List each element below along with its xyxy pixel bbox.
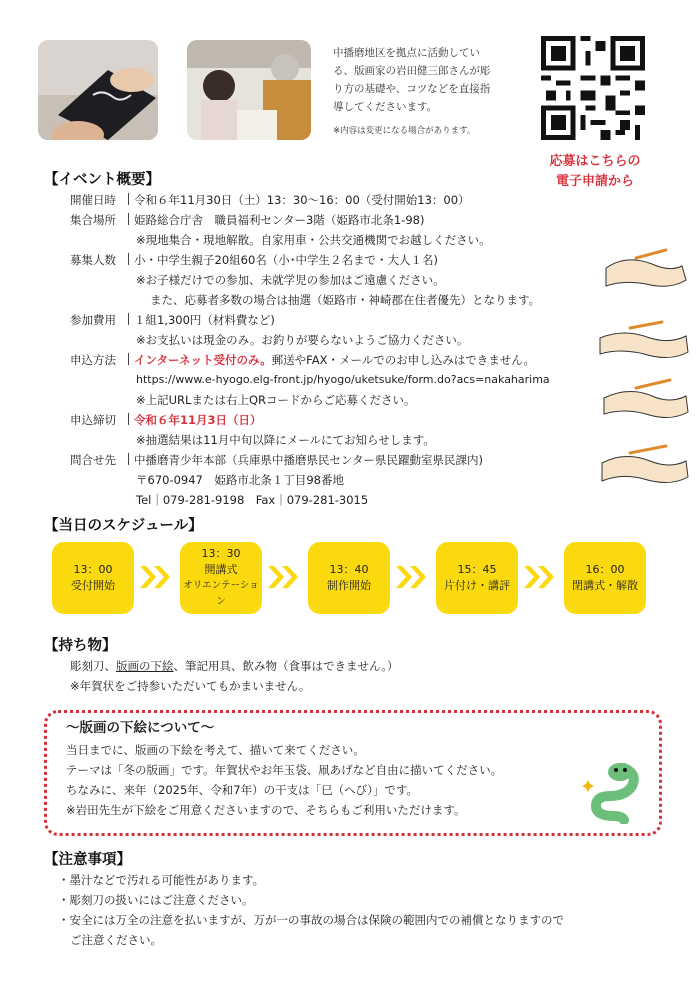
capacity-note: ※お子様だけでの参加、未就学児の参加はご遠慮ください。: [136, 273, 445, 287]
belongings-list: [70, 656, 398, 676]
sketch-line: ※岩田先生が下絵をご用意くださいますので、そちらもご利用いただけます。: [66, 803, 466, 817]
place-row: [70, 210, 424, 230]
hands-illustration: [596, 248, 692, 498]
sketch-title: 〜版画の下絵について〜: [66, 720, 215, 736]
cautions-section-title: 【注意事項】: [44, 852, 131, 868]
schedule-sub: オリエンテーション: [183, 580, 259, 607]
belongings-note: ※年賀状をご持参いただいてもかまいません。: [70, 679, 311, 693]
schedule-label: 片付け・講評: [444, 579, 510, 592]
capacity-note: また、応募者多数の場合は抽選（姫路市・神崎郡在住者優先）となります。: [150, 293, 541, 307]
apply-callout: [520, 152, 670, 192]
date-row: [70, 190, 470, 210]
belongings-underline: 版画の下絵: [116, 659, 174, 673]
schedule-step: [180, 542, 262, 614]
method-highlight: インターネット受付のみ。: [134, 353, 272, 367]
qr-code-icon[interactable]: [541, 36, 645, 140]
fee-note: ※お支払いは現金のみ。お釣りが要らないようご協力ください。: [136, 333, 469, 347]
schedule-step: [52, 542, 134, 614]
contact-phone: Tel｜079-281-9198 Fax｜079-281-3015: [136, 493, 369, 507]
contact-address: 〒670-0947 姫路市北条１丁目98番地: [136, 473, 344, 487]
row-label: 申込締切: [70, 413, 116, 427]
row-value: 姫路総合庁舎 職員福利センター3階（姫路市北条1-98): [134, 213, 425, 227]
belongings-text: 彫刻刀、: [70, 659, 116, 673]
snake-illustration: [580, 762, 640, 824]
intro-line: 中播磨地区を拠点に活動してい: [333, 47, 480, 59]
schedule-label: 開講式: [204, 563, 238, 576]
schedule-time: 13：00: [73, 563, 113, 576]
row-value: 郵送やFAX・メールでのお申し込みはできません。: [271, 353, 535, 367]
caution-item: ・墨汁などで汚れる可能性があります。: [58, 873, 265, 887]
apply-url-link[interactable]: https://www.e-hyogo.elg-front.jp/hyogo/uketsuke/form.do?acs=nakaharima: [136, 373, 550, 386]
schedule-time: 15：45: [457, 563, 497, 576]
belongings-text: 、筆記用具、飲み物（食事はできません。）: [173, 659, 399, 673]
fee-row: [70, 310, 275, 330]
schedule-section-title: 【当日のスケジュール】: [44, 518, 203, 534]
row-value: 中播磨青少年本部（兵庫県中播磨県民センター県民躍動室県民課内): [134, 453, 484, 467]
capacity-row: [70, 250, 438, 270]
deadline-row: [70, 410, 262, 430]
intro-text: [333, 44, 519, 116]
intro-note: ※内容は変更になる場合があります。: [333, 126, 476, 136]
contact-row: [70, 450, 483, 470]
row-value: 令和６年11月30日（土）13：30～16：00（受付開始13：00）: [134, 193, 470, 207]
row-value: 小・中学生親子20組60名（小･中学生２名まで・大人１名): [134, 253, 439, 267]
photo-printmaking-hands: [38, 40, 158, 140]
schedule-label: 制作開始: [327, 579, 371, 592]
intro-line: る、版画家の岩田健三郎さんが彫: [333, 65, 491, 77]
deadline-value: 令和６年11月3日（日）: [134, 413, 262, 427]
sketch-line: テーマは「冬の版画」です。年賀状やお年玉袋、凧あげなど自由に描いてください。: [66, 763, 503, 777]
apply-line: 電子申請から: [555, 174, 634, 189]
method-row: [70, 350, 535, 370]
chevron-right-icon: [138, 562, 176, 592]
row-label: 参加費用: [70, 313, 116, 327]
intro-line: 導してくださいます。: [333, 101, 438, 113]
deadline-note: ※抽選結果は11月中旬以降にメールにてお知らせします。: [136, 433, 435, 447]
belongings-section-title: 【持ち物】: [44, 638, 117, 654]
chevron-right-icon: [522, 562, 560, 592]
schedule-time: 13：30: [201, 547, 241, 560]
schedule-time: 16：00: [585, 563, 625, 576]
schedule-label: 受付開始: [71, 579, 115, 592]
row-label: 申込方法: [70, 353, 116, 367]
sketch-line: 当日までに、版画の下絵を考えて、描いて来てください。: [66, 743, 365, 757]
place-note: ※現地集合・現地解散。自家用車・公共交通機関でお越しください。: [136, 233, 491, 247]
caution-item: ・安全には万全の注意を払いますが、万が一の事故の場合は保険の範囲内での補償となりますので: [58, 913, 564, 927]
row-label: 募集人数: [70, 253, 116, 267]
chevron-right-icon: [394, 562, 432, 592]
schedule-step: [308, 542, 390, 614]
caution-item: ・彫刻刀の扱いにはご注意ください。: [58, 893, 254, 907]
row-label: 問合せ先: [70, 453, 116, 467]
schedule-label: 閉講式・解散: [572, 579, 638, 592]
schedule-step: [436, 542, 518, 614]
url-note: ※上記URLまたは右上QRコードからご応募ください。: [136, 393, 416, 407]
row-value: １組1,300円（材料費など): [134, 313, 275, 327]
event-section-title: 【イベント概要】: [44, 172, 160, 188]
chevron-right-icon: [266, 562, 304, 592]
apply-line: 応募はこちらの: [549, 154, 641, 169]
caution-item-cont: ご注意ください。: [70, 933, 162, 947]
schedule-step: [564, 542, 646, 614]
intro-line: り方の基礎や、コツなどを直接指: [333, 83, 491, 95]
sketch-line: ちなみに、来年（2025年、令和7年）の干支は「巳（へび）」です。: [66, 783, 418, 797]
photo-children-drawing: [187, 40, 311, 140]
schedule-time: 13：40: [329, 563, 369, 576]
row-label: 集合場所: [70, 213, 116, 227]
row-label: 開催日時: [70, 193, 116, 207]
